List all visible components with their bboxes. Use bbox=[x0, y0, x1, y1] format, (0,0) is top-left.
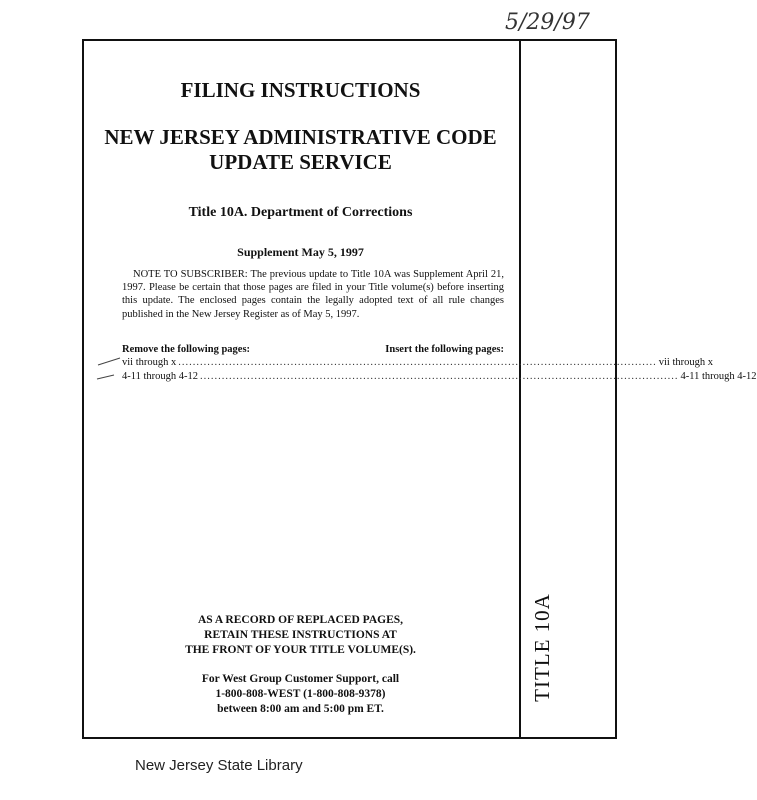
service-title bbox=[82, 125, 519, 175]
supplement-date: Supplement May 5, 1997 bbox=[237, 245, 364, 259]
leader-dots: .................................................................................................................................... bbox=[178, 357, 657, 368]
replacement-row bbox=[122, 370, 757, 383]
insert-pages: 4-11 through 4-12 bbox=[680, 371, 757, 382]
leader-dots: .................................................................................................................................... bbox=[200, 371, 679, 382]
service-title-line-2: UPDATE SERVICE bbox=[209, 150, 392, 174]
remove-pages: 4-11 through 4-12 bbox=[122, 371, 199, 382]
record-notice-line: THE FRONT OF YOUR TITLE VOLUME(S). bbox=[185, 644, 416, 656]
remove-pages: vii through x bbox=[122, 357, 177, 368]
insert-header: Insert the following pages: bbox=[385, 344, 504, 355]
handwritten-date: 5/29/97 bbox=[505, 10, 590, 35]
library-stamp: New Jersey State Library bbox=[135, 757, 303, 774]
remove-header: Remove the following pages: bbox=[122, 344, 251, 355]
record-notice bbox=[82, 613, 519, 658]
replacement-row bbox=[122, 356, 713, 369]
insert-pages: vii through x bbox=[658, 357, 713, 368]
spine-label bbox=[522, 572, 562, 722]
support-phone: 1-800-808-WEST (1-800-808-9378) bbox=[215, 688, 386, 700]
department-title: Title 10A. Department of Corrections bbox=[188, 205, 413, 220]
service-title-line-1: NEW JERSEY ADMINISTRATIVE CODE bbox=[104, 125, 497, 149]
spine-label-text: TITLE 10A bbox=[529, 592, 554, 702]
subscriber-note: NOTE TO SUBSCRIBER: The previous update to Title 10A was Supplement April 21, 1997. Please be certain that those pages are filed in your Title volume(s) before inserting this update. The enclosed pages contain the legally adopted text of all rule changes published in the New Jersey Register as of May 5, 1997. bbox=[122, 269, 504, 320]
support-hours: between 8:00 am and 5:00 pm ET. bbox=[217, 703, 384, 715]
support-line: For West Group Customer Support, call bbox=[201, 673, 400, 685]
record-notice-line: RETAIN THESE INSTRUCTIONS AT bbox=[204, 629, 397, 641]
record-notice-line: AS A RECORD OF REPLACED PAGES, bbox=[197, 614, 404, 626]
page-title: FILING INSTRUCTIONS bbox=[180, 78, 421, 102]
customer-support bbox=[82, 672, 519, 717]
